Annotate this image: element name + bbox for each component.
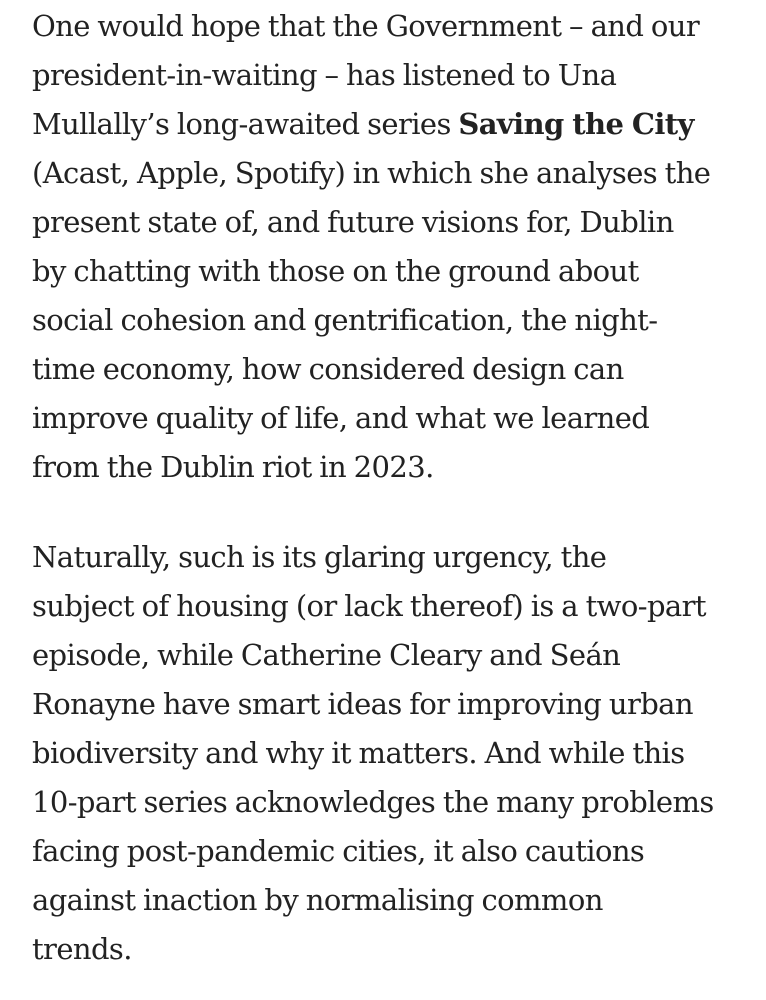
text-line: trends. — [32, 932, 132, 966]
paragraph-1 — [32, 2, 742, 492]
text-line: present state of, and future visions for, Dublin — [32, 205, 674, 239]
text-line: subject of housing (or lack thereof) is a two-part — [32, 589, 706, 623]
text-line-with-series-title — [32, 100, 742, 149]
text-line: president-in-waiting – has listened to Una — [32, 58, 617, 92]
text-line: by chatting with those on the ground about — [32, 254, 639, 288]
article-body — [32, 0, 742, 974]
text-line: (Acast, Apple, Spotify) in which she analyses the — [32, 156, 711, 190]
text-line: against inaction by normalising common — [32, 883, 603, 917]
text-line: episode, while Catherine Cleary and Seán — [32, 638, 621, 672]
text-line: social cohesion and gentrification, the night- — [32, 303, 658, 337]
paragraph-2 — [32, 533, 742, 974]
text-line: One would hope that the Government – and our — [32, 9, 700, 43]
series-title: Saving the City — [458, 107, 694, 141]
text-segment: Mullally’s long-awaited series — [32, 107, 459, 141]
text-line: facing post-pandemic cities, it also cautions — [32, 834, 645, 868]
text-line: from the Dublin riot in 2023. — [32, 450, 434, 484]
text-line: Ronayne have smart ideas for improving urban — [32, 687, 693, 721]
text-line: Naturally, such is its glaring urgency, the — [32, 540, 607, 574]
text-line: time economy, how considered design can — [32, 352, 624, 386]
text-line: improve quality of life, and what we learned — [32, 401, 650, 435]
text-line: biodiversity and why it matters. And while this — [32, 736, 685, 770]
text-line: 10-part series acknowledges the many problems — [32, 785, 714, 819]
